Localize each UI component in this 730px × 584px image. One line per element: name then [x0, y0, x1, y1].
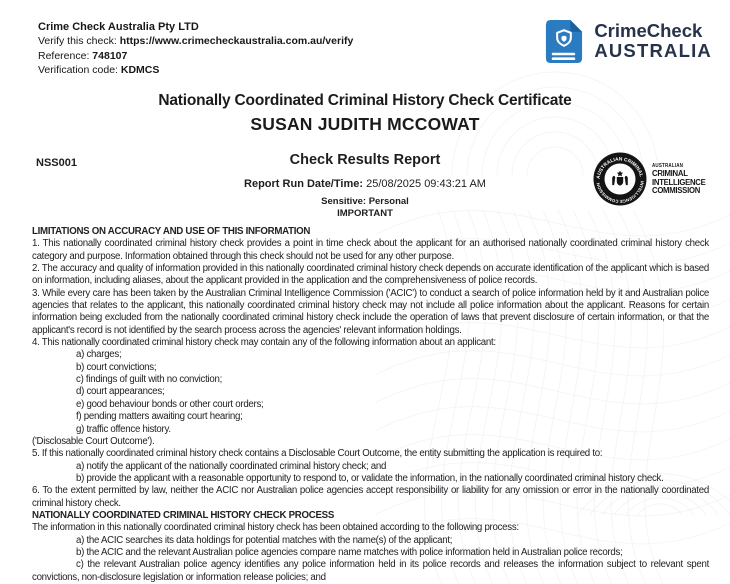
verify-label: Verify this check:	[38, 35, 117, 48]
verification-code-label: Verification code:	[38, 63, 118, 76]
reference-label: Reference:	[38, 49, 90, 62]
outcome-item: a) charges;	[76, 349, 122, 361]
limitations-heading: LIMITATIONS ON ACCURACY AND USE OF THIS INFORMATION	[32, 226, 311, 237]
outcome-note: ('Disclosable Court Outcome').	[32, 435, 155, 447]
form-code: NSS001	[36, 157, 77, 169]
paragraph-5-item: b) provide the applicant with a reasonable opportunity to respond to, or validate the information, in the nationally coordinated criminal history check.	[76, 472, 664, 484]
acic-logo-text	[652, 163, 708, 195]
crimecheck-logo-text	[594, 21, 712, 61]
certificate-body	[32, 226, 709, 584]
limitations-paragraph-2: 2. The accuracy and quality of information provided in this nationally coordinated criminal history check depends on accurate identification of the applicant which is based on information, including aliases, about the applicant provided in the application and the comprehensiveness of police records.	[32, 263, 709, 287]
document-shield-icon	[542, 19, 585, 64]
acic-logo	[593, 152, 714, 206]
reference-value: 748107	[92, 49, 128, 62]
acic-line-criminal: CRIMINAL	[652, 168, 688, 179]
outcome-item: b) court convictions;	[76, 361, 157, 373]
limitations-paragraph-5: 5. If this nationally coordinated criminal history check contains a Disclosable Court Outcome, the entity submitting the application is required to:	[32, 448, 603, 460]
verify-line	[38, 34, 353, 48]
applicant-name: SUSAN JUDITH MCCOWAT	[250, 114, 480, 134]
acic-line-australian: AUSTRALIAN	[652, 163, 684, 170]
certificate-title: Nationally Coordinated Criminal History Check Certificate	[158, 92, 572, 109]
reference-line	[38, 49, 353, 63]
acic-seal-icon	[593, 152, 647, 206]
limitations-paragraph-4: 4. This nationally coordinated criminal history check may contain any of the following information about an applicant:	[32, 337, 496, 349]
acic-line-commission: COMMISSION	[652, 185, 701, 196]
outcome-item: c) findings of guilt with no conviction;	[76, 374, 223, 386]
sensitivity-label: Sensitive: Personal	[321, 196, 409, 207]
paragraph-5-item: a) notify the applicant of the nationally coordinated criminal history check; and	[76, 460, 387, 472]
limitations-paragraph-6: 6. To the extent permitted by law, neither the ACIC nor Australian police agencies accept responsibility or liability for any omission or error in the nationally coordinated criminal history check.	[32, 485, 709, 509]
crimecheck-logo	[542, 19, 712, 64]
outcome-item: g) traffic offence history.	[76, 423, 171, 435]
title-block	[0, 92, 730, 135]
outcome-item: f) pending matters awaiting court hearing;	[76, 411, 243, 423]
logo-country: AUSTRALIA	[594, 40, 712, 61]
outcome-item: e) good behaviour bonds or other court orders;	[76, 398, 264, 410]
issuer-block	[38, 20, 353, 77]
limitations-paragraph-1: 1. This nationally coordinated criminal history check provides a point in time check about the applicant for an authorised nationally coordinated criminal history check category and purpose. Information obtained through this check should not be used for any other purpose.	[32, 238, 709, 262]
process-step: b) the ACIC and the relevant Australian police agencies compare name matches with police information held in Australian police records;	[76, 546, 623, 558]
seal-bottom-text: INTELLIGENCE COMMISSION	[595, 180, 645, 205]
verification-code-value: KDMCS	[120, 63, 160, 76]
issuer-name: Crime Check Australia Pty LTD	[38, 21, 199, 33]
report-run-label: Report Run Date/Time:	[244, 178, 364, 190]
report-heading: Check Results Report	[289, 152, 441, 168]
important-label: IMPORTANT	[337, 207, 393, 219]
logo-brand-name: CrimeCheck	[594, 20, 703, 41]
outcome-item: d) court appearances;	[76, 386, 165, 398]
acic-line-intelligence: INTELLIGENCE	[652, 176, 706, 187]
limitations-paragraph-3: 3. While every care has been taken by the Australian Criminal Intelligence Commission ('ACIC') to conduct a search of police information held by it and Australian police agencies that relates to the applicant, this nationally coordinated criminal history check may not include all police information about the applicant. Reasons for certain information being excluded from the nationally coordinated criminal history check include the operation of laws that prevent disclosure of certain information, or that the applicant's record is not identified by the search process across the agencies' relevant information holdings.	[32, 287, 709, 336]
process-heading: NATIONALLY COORDINATED CRIMINAL HISTORY CHECK PROCESS	[32, 509, 335, 521]
process-step: a) the ACIC searches its data holdings for potential matches with the name(s) of the applicant;	[76, 534, 453, 546]
process-step: c) the relevant Australian police agency identifies any police information held in its police records and releases the information subject to relevant spent convictions, non-disclosure legislation or information release policies; and	[32, 559, 709, 583]
process-intro: The information in this nationally coordinated criminal history check has been obtained according to the following process:	[32, 522, 519, 534]
verify-url: https://www.crimecheckaustralia.com.au/verify	[119, 35, 354, 48]
report-run-value: 25/08/2025 09:43:21 AM	[366, 178, 486, 190]
verification-code-line	[38, 63, 353, 77]
seal-top-text: AUSTRALIAN CRIMINAL	[596, 157, 644, 180]
